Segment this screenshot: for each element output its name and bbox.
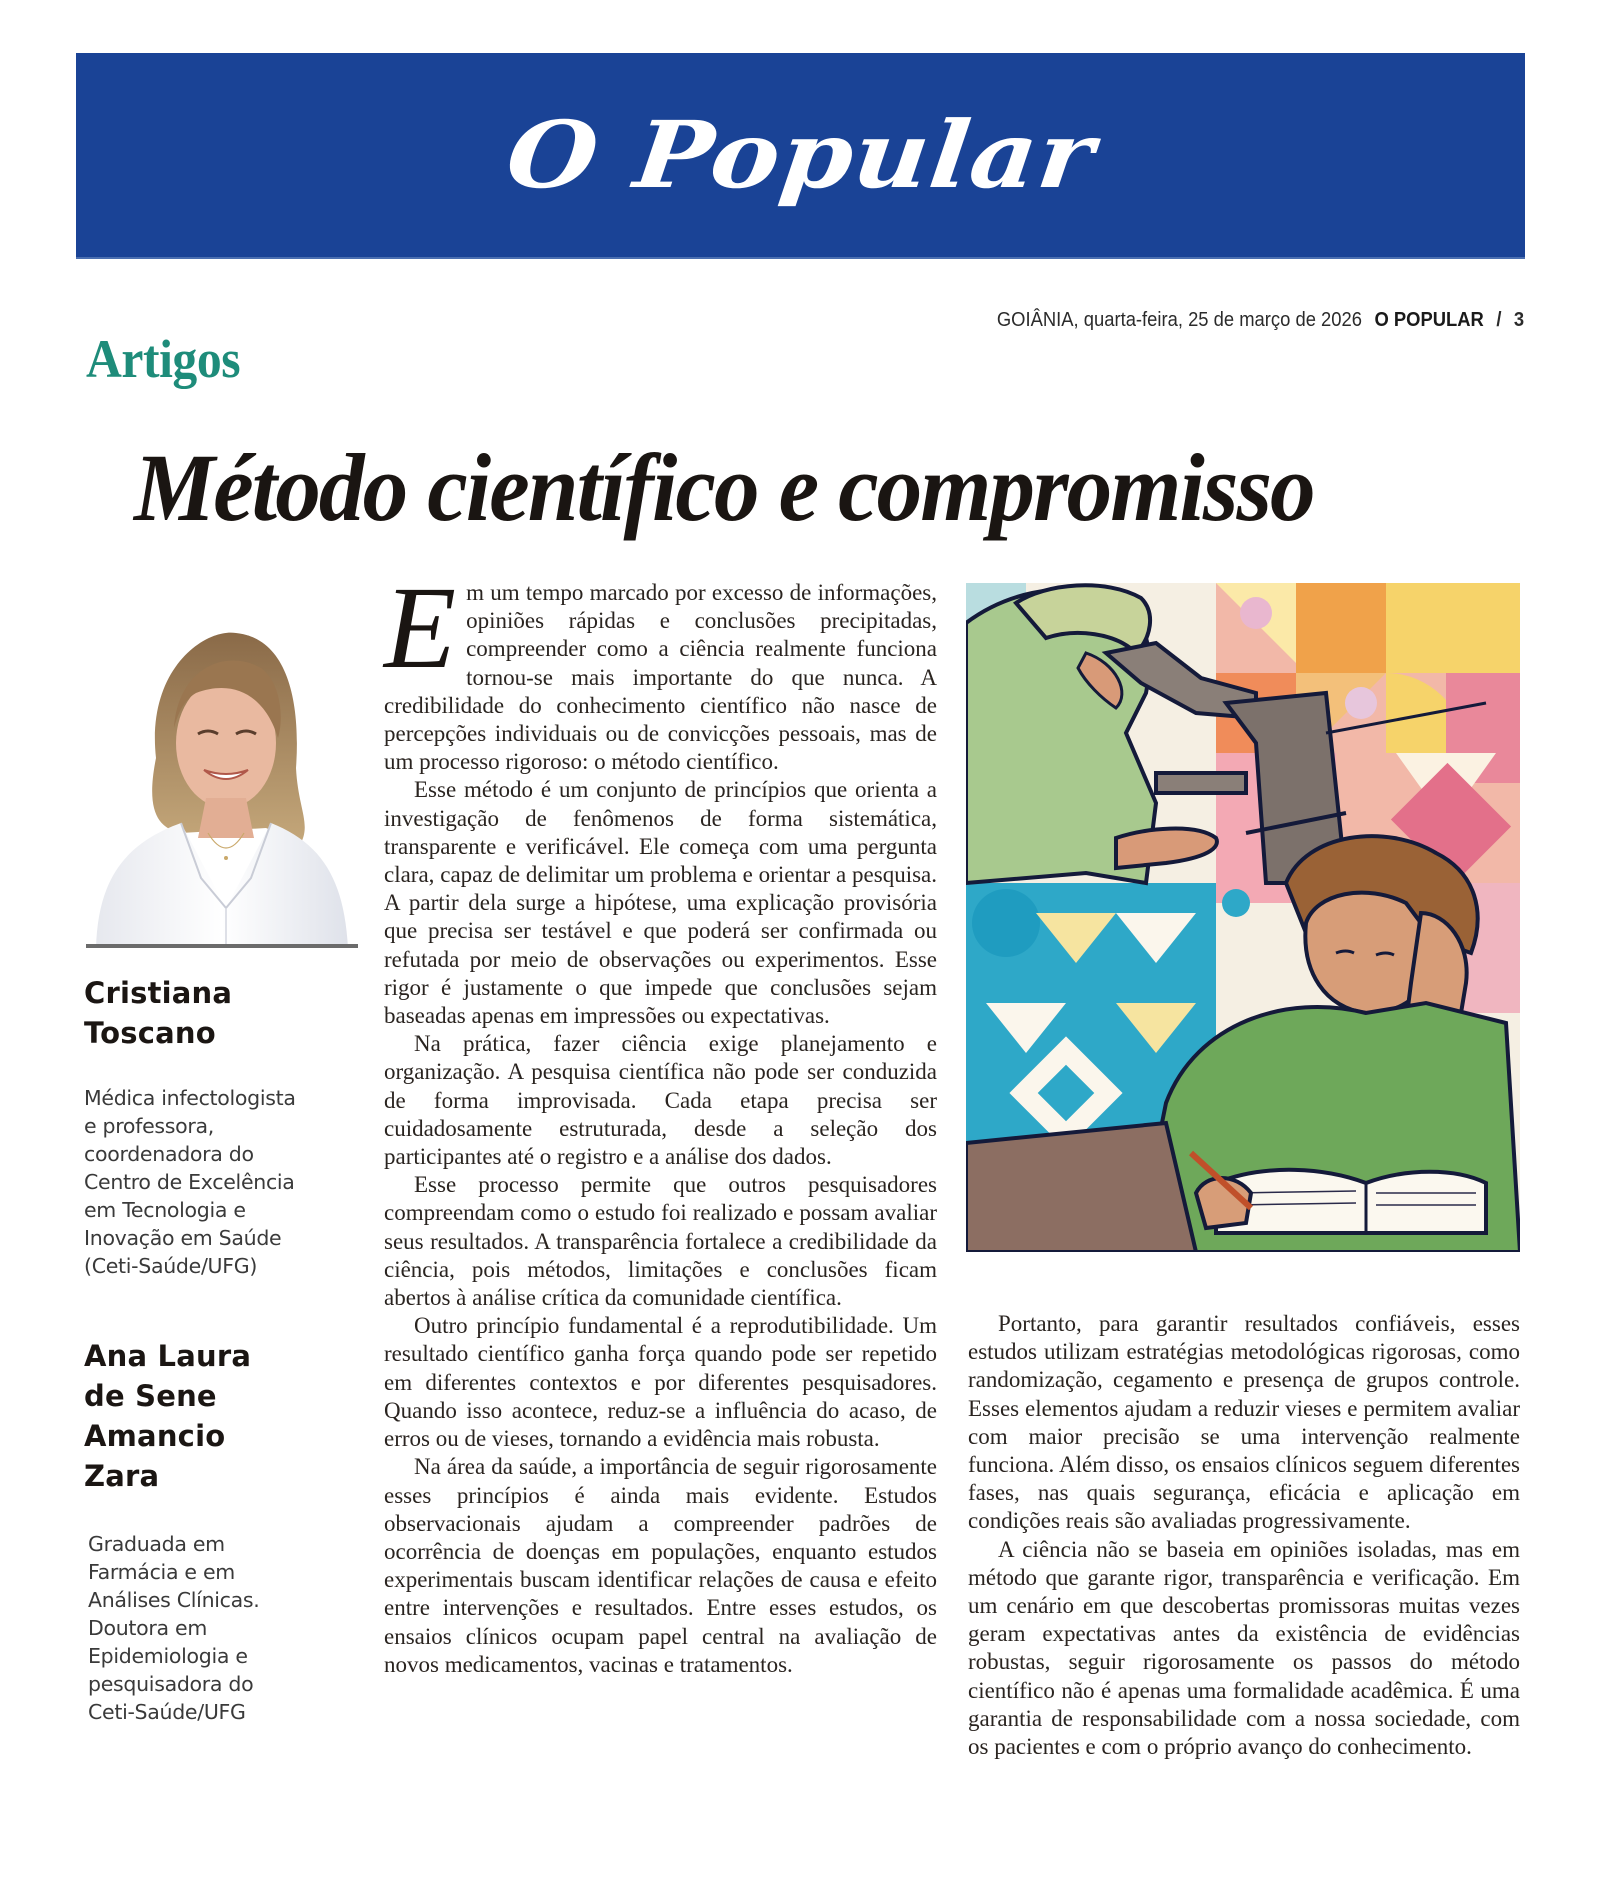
- masthead: [76, 53, 1525, 259]
- newspaper-logo: O Popular: [500, 101, 1101, 209]
- author-photo: [86, 608, 354, 948]
- scientist-microscope-illustration-icon: [966, 583, 1520, 1252]
- dateline-location-date: GOIÂNIA, quarta-feira, 25 de março de 2026: [996, 309, 1362, 331]
- article-paragraph: Em um tempo marcado por excesso de informações, opiniões rápidas e conclusões precipitadas, compreender como a ciência realmente funciona tornou-se mais importante do que nunca. A credibilidade do conhecimento científico não nasce de percepções individuais ou de convicções pessoais, mas de um processo rigoroso: o método científico.: [384, 562, 937, 775]
- article-column-2: [968, 1310, 1520, 1761]
- article-column-1: [384, 562, 937, 1679]
- article-paragraph: Na prática, fazer ciência exige planejamento e organização. A pesquisa científica não pode ser conduzida de forma improvisada. Cada etapa precisa ser cuidadosamente estruturada, desde a seleção dos participantes até o registro e a análise dos dados.: [384, 1031, 937, 1170]
- dateline-separator: /: [1496, 309, 1502, 331]
- page-number: 3: [1513, 309, 1524, 331]
- dateline: [997, 309, 1524, 332]
- article-headline: Método científico e compromisso: [134, 434, 1314, 541]
- author-name-1: Cristiana Toscano: [84, 976, 233, 1050]
- section-label: Artigos: [86, 329, 241, 389]
- author-bio-1: Médica infectologista e professora, coordenadora do Centro de Excelência em Tecnologia e Inovação em Saúde (Ceti-Saúde/UFG): [84, 1086, 296, 1278]
- article-paragraph: A ciência não se baseia em opiniões isoladas, mas em método que garante rigor, transparência e verificação. Em um cenário em que descobertas promissoras muitas vezes geram expectativas antes da existência de evidências robustas, seguir rigorosamente os passos do método científico não é apenas uma formalidade acadêmica. É uma garantia de responsabilidade com a nossa sociedade, com os pacientes e com o próprio avanço do conhecimento.: [968, 1536, 1520, 1760]
- photo-divider: [86, 944, 358, 948]
- author-bio-2: Graduada em Farmácia e em Análises Clínicas. Doutora em Epidemiologia e pesquisadora do Ceti-Saúde/UFG: [88, 1532, 260, 1724]
- article-paragraph: Esse método é um conjunto de princípios que orienta a investigação de fenômenos de forma sistemática, transparente e verificável. Ele começa com uma pergunta clara, capaz de delimitar um problema e orientar a pesquisa. A partir dela surge a hipótese, uma explicação provisória que precisa ser testável e que poderá ser confirmada ou refutada por meio de observações ou experimentos. Esse rigor é justamente o que impede que conclusões sejam baseadas apenas em impressões ou expectativas.: [384, 777, 937, 1029]
- article-illustration: [966, 583, 1520, 1252]
- article-paragraph: Outro princípio fundamental é a reprodutibilidade. Um resultado científico ganha força quando pode ser repetido em diferentes contextos e por diferentes pesquisadores. Quando isso acontece, reduz-se a influência do acaso, de erros ou de vieses, tornando a evidência mais robusta.: [384, 1313, 937, 1452]
- author-portrait-icon: [86, 608, 354, 948]
- author-name-2: Ana Laura de Sene Amancio Zara: [84, 1339, 252, 1493]
- drop-cap: E: [384, 562, 457, 693]
- article-paragraph: Portanto, para garantir resultados confiáveis, esses estudos utilizam estratégias metodológicas rigorosas, como randomização, cegamento e presença de grupos controle. Esses elementos ajudam a reduzir vieses e permitem avaliar com maior precisão se uma intervenção realmente funciona. Além disso, os ensaios clínicos seguem diferentes fases, nas quais segurança, eficácia e aplicação em condições reais são avaliadas progressivamente.: [968, 1311, 1520, 1534]
- article-paragraph: Esse processo permite que outros pesquisadores compreendam como o estudo foi realizado e possam avaliar seus resultados. A transparência fortalece a credibilidade da ciência, pois métodos, limitações e conclusões ficam abertos à análise crítica da comunidade científica.: [384, 1172, 937, 1311]
- dateline-paper: O POPULAR: [1374, 309, 1484, 331]
- article-paragraph: Na área da saúde, a importância de seguir rigorosamente esses princípios é ainda mais evidente. Estudos observacionais ajudam a compreender padrões de ocorrência de doenças em populações, enquanto estudos experimentais buscam identificar relações de causa e efeito entre intervenções e resultados. Entre esses estudos, os ensaios clínicos ocupam papel central na avaliação de novos medicamentos, vacinas e tratamentos.: [384, 1454, 937, 1677]
